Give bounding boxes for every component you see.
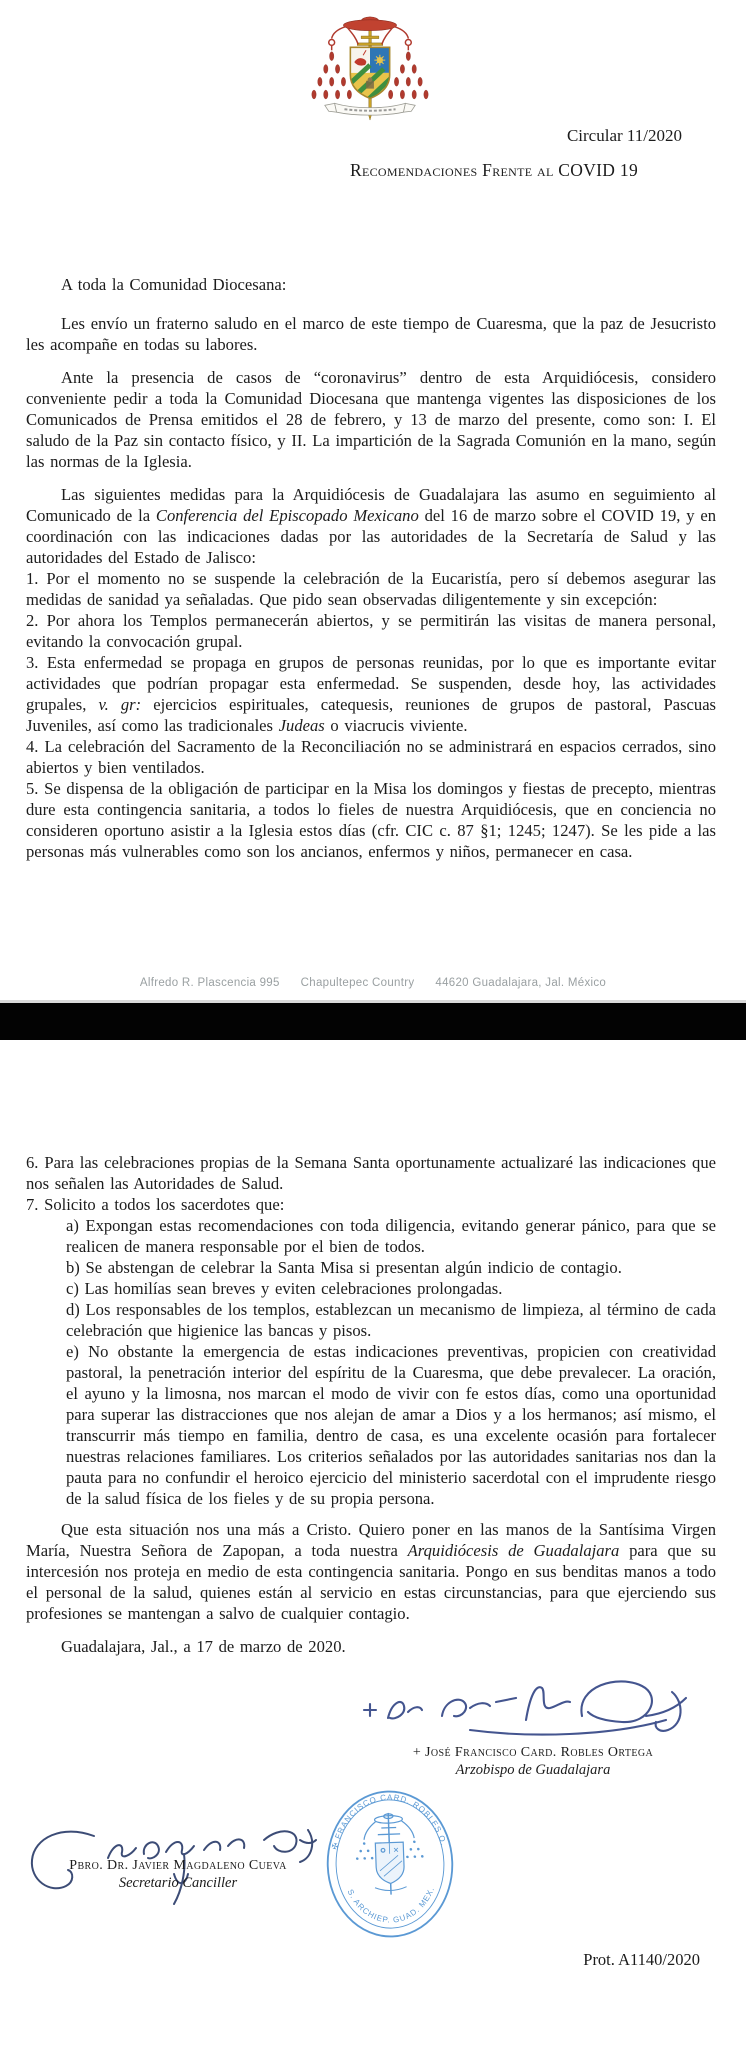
letter-body-page2	[26, 1152, 716, 1657]
measure-item-4: 4. La celebración del Sacramento de la Reconciliación no se administrará en espacios cerrados, sino abiertos y bien ventilados.	[26, 737, 716, 777]
cardinal-name: + José Francisco Card. Robles Ortega	[412, 1745, 654, 1760]
stamp-arc-bottom-text: S. ARCHIEP. GUAD. MEX.	[345, 1885, 437, 1925]
measure-item-5: 5. Se dispensa de la obligación de participar en la Misa los domingos y fiestas de precepto, mientras dure esta contingencia sanitaria, a todos lo fieles de nuestra Arquidiócesis, que en conciencia no consideren oportuno asistir a la Iglesia estos días (cfr. CIC c. 87 §1; 1245; 1247). Se les pide a las personas más vulnerables como son los ancianos, enfermos y niños, permanecer en casa.	[26, 779, 716, 861]
stamp-arc-top-text: ✠ FRANCISCO CARD. ROBLES O.	[330, 1792, 449, 1851]
paragraph-coronavirus: Ante la presencia de casos de “coronavirus” dentro de esta Arquidiócesis, considero conveniente pedir a toda la Comunidad Diocesana que mantenga vigentes las disposiciones de los Comunicados de Prensa emitidos el 28 de febrero, y 13 de marzo del presente, como son: I. El saludo de la Paz sin contacto físico, y II. La impartición de la Sagrada Comunión en la mano, según las normas de la Iglesia.	[26, 368, 716, 471]
closing-paragraph: Que esta situación nos una más a Cristo. Quiero poner en las manos de la Santísima Virgen María, Nuestra Señora de Zapopan, a toda nuestra Arquidiócesis de Guadalajara para que su intercesión nos proteja en medio de esta contingencia sanitaria. Pongo en sus benditas manos a todo el personal de la salud, quienes están al servicio en estas circunstancias, para que ejerciendo sus profesiones se mantengan a salvo de cualquier contagio.	[26, 1520, 717, 1623]
salutation: A toda la Comunidad Diocesana:	[61, 275, 287, 294]
paragraph-greeting: Les envío un fraterno saludo en el marco de este tiempo de Cuaresma, que la paz de Jesucristo les acompañe en todas su labores.	[26, 314, 716, 354]
measure-item-2: 2. Por ahora los Templos permanecerán abiertos, y se permitirán las visitas de manera personal, evitando la convocación grupal.	[26, 611, 716, 651]
primary-signature-block	[358, 1745, 708, 1779]
archbishop-seal-stamp	[320, 1785, 460, 1943]
subitem-d: d) Los responsables de los templos, establezcan un mecanismo de limpieza, al término de cada celebración que higienice las bancas y pisos.	[66, 1300, 716, 1340]
subitem-a: a) Expongan estas recomendaciones con toda diligencia, evitando generar pánico, para que se realicen de manera responsable por el bien de todos.	[66, 1216, 716, 1256]
stamp-coat-of-arms	[354, 1812, 424, 1896]
dateline: Guadalajara, Jal., a 17 de marzo de 2020.	[61, 1637, 346, 1656]
chancellor-name: Pbro. Dr. Javier Magdaleno Cueva	[69, 1858, 287, 1873]
crest-shield	[342, 47, 401, 108]
subitem-b: b) Se abstengan de celebrar la Santa Misa si presentan algún indicio de contagio.	[66, 1258, 622, 1277]
circular-number: Circular 11/2020	[566, 126, 682, 145]
chancellor-title: Secretario Canciller	[118, 1875, 238, 1891]
subitem-c: c) Las homilías sean breves y eviten celebraciones prolongadas.	[66, 1279, 503, 1298]
measure-item-1: 1. Por el momento no se suspende la celebración de la Eucaristía, pero sí debemos asegurar las medidas de sanidad ya señaladas. Que pido sean observadas diligentemente y sin excepción:	[26, 569, 716, 609]
footer-address-line: Alfredo R. Plascencia 995 Chapultepec Country 44620 Guadalajara, Jal. México	[139, 977, 607, 989]
document-title: Recomendaciones Frente al COVID 19	[349, 160, 638, 180]
paragraph-measures-intro: Las siguientes medidas para la Arquidiócesis de Guadalajara las asumo en seguimiento al Comunicado de la Conferencia del Episcopado Mexicano del 16 de marzo sobre el COVID 19, y en coordinación con las indicaciones dadas por las autoridades de la Secretaría de Salud y las autoridades del Estado de Jalisco:	[26, 485, 717, 567]
cardinal-handwritten-signature	[350, 1672, 710, 1754]
subitem-e: e) No obstante la emergencia de estas indicaciones preventivas, propicien con creatividad pastoral, la penetración interior del espíritu de la Cuaresma, que debe prevalecer. La oración, el ayuno y la limosna, nos marcan el modo de vivir con fe estos días, como una oportunidad para superar las distracciones que nos alejan de amar a Dios y a los hermanos; así mismo, el transcurrir más tiempo en familia, dentro de casa, es una excelente ocasión para fortalecer nuestras relaciones familiares. Los criterios señalados por las autoridades sanitarias nos dan la pauta para no confundir el heroico ejercicio del ministerio sacerdotal con el imprudente riesgo de la salud física de los fieles y de su propia persona.	[66, 1342, 716, 1508]
galero-hat-icon	[343, 17, 396, 31]
letter-body-page1	[26, 274, 716, 862]
page-break-band	[0, 1003, 746, 1040]
measure-item-3: 3. Esta enfermedad se propaga en grupos de personas reunidas, por lo que es importante evitar actividades que podrían propagar esta enfermedad. Se suspenden, desde hoy, las actividades grupales, v. gr: ejercicios espirituales, catequesis, reuniones de grupos de pastoral, Pascuas Juveniles, así como las tradicionales Judeas o viacrucis viviente.	[26, 653, 717, 735]
measure-item-7: 7. Solicito a todos los sacerdotes que:	[26, 1195, 285, 1214]
coat-of-arms	[301, 10, 439, 123]
protocol-number: Prot. A1140/2020	[583, 1950, 700, 1969]
measure-item-6: 6. Para las celebraciones propias de la Semana Santa oportunamente actualizaré las indicaciones que nos señalen las Autoridades de Salud.	[26, 1153, 716, 1193]
cardinal-title: Arzobispo de Guadalajara	[455, 1762, 611, 1778]
secondary-signature-block	[28, 1858, 328, 1892]
